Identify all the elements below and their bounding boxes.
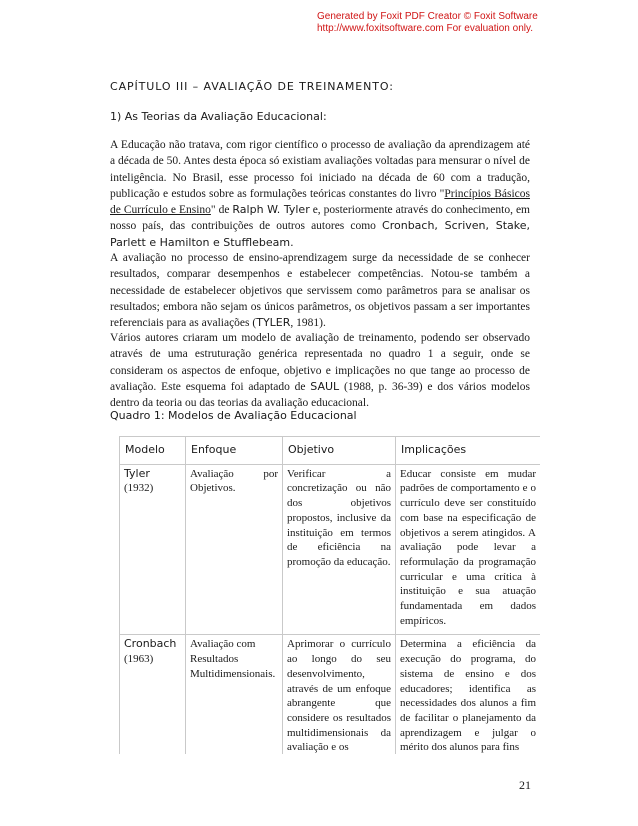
p3-text-1: Vários autores criaram um modelo de avaliação de treinamento, podendo ser observado através de uma estruturação genérica representada no quadro 1 a seguir, onde se consideram os aspectos de enfoque, objetivo e implicações no que tange ao processo de avaliação. Este esquema foi adaptado de (110, 332, 530, 393)
model-name: Cronbach (124, 637, 177, 651)
p2-text-2: , 1981). (290, 317, 326, 330)
p1-text-1: A Educação não tratava, com rigor científico o processo de avaliação da aprendizagem até a década de 50. Antes desta época só existiam avaliações voltadas para mensurar o nível de inteligência. No Brasil, esse processo foi iniciado na década de 60 com a tradução, publicação e estudos sobre as formulações teóricas constantes do livro " (110, 139, 530, 200)
watermark-line-1: Generated by Foxit PDF Creator © Foxit Software (317, 11, 538, 22)
model-name: Tyler (124, 466, 150, 480)
header-enfoque: Enfoque (186, 437, 283, 465)
chapter-title: CAPÍTULO III – AVALIAÇÃO DE TREINAMENTO: (110, 80, 394, 93)
table-title: Quadro 1: Modelos de Avaliação Educacional (110, 409, 357, 422)
table-row (120, 635, 541, 754)
other-authors: Cronbach, Scriven, Stake, Parlett e Hamilton e Stufflebeam. (110, 219, 531, 249)
models-table-wrapper (119, 436, 540, 754)
cell-objetivo: Verificar a concretização ou não dos objetivos propostos, inclusive da instituição em termos de eficiência na promoção da educação. (283, 464, 396, 635)
section-title: 1) As Teorias da Avaliação Educacional: (110, 110, 327, 123)
foxit-watermark (317, 11, 538, 35)
cell-enfoque: Avaliação por Objetivos. (186, 464, 283, 635)
p1-text-3: e, posteriormente através do conhecimento, em nosso país, das contribuições de outros autores como (110, 204, 530, 233)
paragraph-2 (110, 250, 530, 331)
paragraph-3 (110, 330, 530, 411)
model-year: (1963) (124, 653, 154, 666)
table-row (120, 464, 541, 635)
cell-model (120, 464, 186, 635)
p1-text-2: " de (210, 204, 233, 217)
book-title-link: Princípios Básicos de Currículo e Ensino (110, 187, 530, 217)
author-name: Ralph W. Tyler (232, 203, 310, 217)
p2-citation: TYLER (256, 316, 291, 330)
model-year: (1932) (124, 482, 154, 495)
p2-text-1: A avaliação no processo de ensino-aprendizagem surge da necessidade de se conhecer resultados, comparar desempenhos e estabelecer competências. Notou-se também a necessidade de estabelecer objetivos que servissem como parâmetros para se analisar os resultados; embora não sejam os únicos parâmetros, os objetivos passam a ser importantes referenciais para as avaliações ( (110, 252, 530, 330)
page-number: 21 (519, 778, 531, 792)
cell-implicacoes: Determina a eficiência da execução do programa, do sistema de ensino e dos educadores; identifica as necessidades dos alunos a fim de facilitar o planejamento da aprendizagem e julgar o mérito dos alunos para fins (396, 635, 541, 754)
watermark-line-2: http://www.foxitsoftware.com For evaluation only. (317, 23, 534, 34)
cell-implicacoes: Educar consiste em mudar padrões de comportamento e o currículo deve ser constituído com base na especificação de objetivos a serem atingidos. A avaliação pode levar a reformulação da programação curricular e uma crítica à instituição e sua atuação fundamentada em dados empíricos. (396, 464, 541, 635)
cell-objetivo: Aprimorar o currículo ao longo do seu desenvolvimento, através de um enfoque abrangente que considere os resultados multidimensionais da avaliação e os (283, 635, 396, 754)
header-implicacoes: Implicações (396, 437, 541, 465)
models-table (119, 436, 540, 754)
p3-text-2: (1988, p. 36-39) e dos vários modelos dentro da teoria ou das teorias da avaliação educacional. (110, 380, 530, 410)
table-header-row (120, 437, 541, 465)
cell-enfoque: Avaliação com Resultados Multidimensionais. (186, 635, 283, 754)
header-objetivo: Objetivo (283, 437, 396, 465)
cell-model (120, 635, 186, 754)
paragraph-1 (110, 137, 530, 251)
p3-citation: SAUL (310, 379, 340, 393)
header-modelo: Modelo (120, 437, 186, 465)
